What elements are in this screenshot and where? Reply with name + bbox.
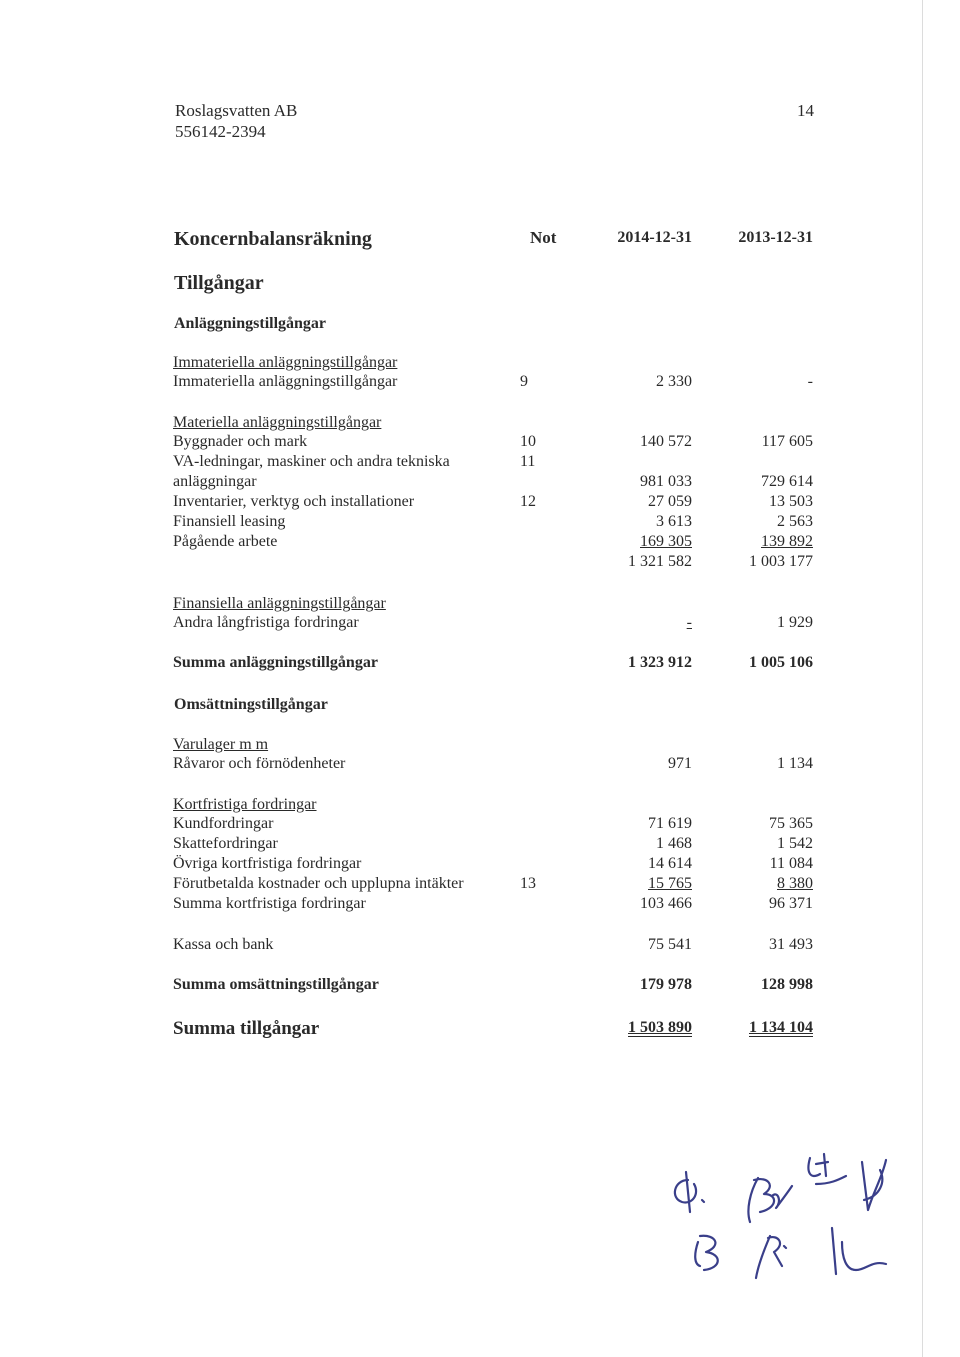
row-current-value: 971 <box>668 755 692 772</box>
signature-initial-3 <box>808 1154 846 1184</box>
column-header-previous: 2013-12-31 <box>738 229 813 246</box>
column-header-current: 2014-12-31 <box>617 229 692 246</box>
row-label: Kundfordringar <box>173 815 274 832</box>
table-row <box>0 373 960 393</box>
signature-initial-2 <box>748 1178 792 1222</box>
row-current-value: 169 305 <box>640 533 692 550</box>
row-label: Skattefordringar <box>173 835 278 852</box>
row-label: Övriga kortfristiga fordringar <box>173 855 362 872</box>
cash-previous: 31 493 <box>769 936 813 953</box>
table-row <box>0 875 960 895</box>
current-assets-sum-label: Summa omsättningstillgångar <box>173 976 379 993</box>
table-row <box>0 493 960 513</box>
table-row <box>0 835 960 855</box>
page-number: 14 <box>797 101 814 120</box>
tangible-total-current: 1 321 582 <box>628 553 692 570</box>
row-label: Råvaror och förnödenheter <box>173 755 346 772</box>
row-previous-value: 1 542 <box>777 835 813 852</box>
cash-current: 75 541 <box>648 936 692 953</box>
sum-row <box>0 654 960 674</box>
row-label: Inventarier, verktyg och installationer <box>173 493 415 510</box>
row-previous-value: 11 084 <box>769 855 813 872</box>
row-note: 13 <box>520 875 536 892</box>
row-previous-value: 1 929 <box>777 614 813 631</box>
total-row <box>0 1018 960 1042</box>
row-previous-value: 117 605 <box>761 433 813 450</box>
current-assets-sum-previous: 128 998 <box>761 976 813 993</box>
subtotal-row <box>0 895 960 915</box>
company-name: Roslagsvatten AB <box>175 101 298 120</box>
row-previous-value: 75 365 <box>769 815 813 832</box>
row-note: 10 <box>520 433 536 450</box>
table-row <box>0 855 960 875</box>
current-assets-sum-current: 179 978 <box>640 976 692 993</box>
tangible-assets-subtitle: Materiella anläggningstillgångar <box>173 414 382 431</box>
receivables-sum-previous: 96 371 <box>769 895 813 912</box>
subtotal-row <box>0 553 960 573</box>
row-label: Finansiell leasing <box>173 513 286 530</box>
tangible-total-previous: 1 003 177 <box>749 553 813 570</box>
fixed-assets-sum-current: 1 323 912 <box>628 654 692 671</box>
org-number: 556142-2394 <box>175 122 266 141</box>
receivables-sum-current: 103 466 <box>640 895 692 912</box>
signature-initial-5 <box>695 1236 718 1270</box>
row-previous-value: 13 503 <box>769 493 813 510</box>
financial-assets-subtitle: Finansiella anläggningstillgångar <box>173 595 386 612</box>
table-row <box>0 533 960 553</box>
row-label: Andra långfristiga fordringar <box>173 614 359 631</box>
fixed-assets-sum-previous: 1 005 106 <box>749 654 813 671</box>
row-label: VA-ledningar, maskiner och andra tekniska <box>173 453 450 470</box>
row-current-value: 1 468 <box>656 835 692 852</box>
row-previous-value: 729 614 <box>761 473 813 490</box>
table-row <box>0 433 960 453</box>
row-current-value: 2 330 <box>656 373 692 390</box>
row-current-value: 981 033 <box>640 473 692 490</box>
inventory-subtitle: Varulager m m <box>173 736 269 753</box>
signature-initial-1 <box>675 1172 704 1212</box>
total-assets-previous: 1 134 104 <box>749 1019 813 1036</box>
row-previous-value: 2 563 <box>777 513 813 530</box>
table-row <box>0 473 960 493</box>
table-row <box>0 755 960 775</box>
fixed-assets-title: Anläggningstillgångar <box>174 315 327 332</box>
table-row <box>0 513 960 533</box>
row-label: Byggnader och mark <box>173 433 308 450</box>
row-previous-value: - <box>807 373 813 390</box>
row-current-value: 140 572 <box>640 433 692 450</box>
row-previous-value: 8 380 <box>777 875 813 892</box>
total-assets-current: 1 503 890 <box>628 1019 692 1036</box>
row-note: 12 <box>520 493 536 510</box>
column-header-note: Not <box>530 228 557 247</box>
fixed-assets-sum-label: Summa anläggningstillgångar <box>173 654 378 671</box>
row-current-value: 15 765 <box>648 875 692 892</box>
statement-title: Koncernbalansräkning <box>174 228 372 250</box>
row-previous-value: 1 134 <box>777 755 813 772</box>
row-label: anläggningar <box>173 473 257 490</box>
row-label: Förutbetalda kostnader och upplupna intäkter <box>173 875 464 892</box>
row-note: 11 <box>520 453 536 470</box>
row-previous-value: 139 892 <box>761 533 813 550</box>
cash-label: Kassa och bank <box>173 936 274 953</box>
total-assets-label: Summa tillgångar <box>173 1018 320 1039</box>
table-row <box>0 614 960 634</box>
receivables-subtitle: Kortfristiga fordringar <box>173 796 317 813</box>
table-row <box>0 453 960 473</box>
row-current-value: - <box>686 614 692 631</box>
signature-initial-7 <box>832 1228 886 1274</box>
table-row <box>0 815 960 835</box>
row-label: Immateriella anläggningstillgångar <box>173 373 398 390</box>
page-edge-line <box>922 0 923 1357</box>
signature-initial-6 <box>756 1236 786 1278</box>
current-assets-title: Omsättningstillgångar <box>174 696 328 713</box>
row-current-value: 3 613 <box>656 513 692 530</box>
signatures <box>660 1150 910 1290</box>
row-label: Pågående arbete <box>173 533 278 550</box>
sum-row <box>0 976 960 996</box>
row-current-value: 71 619 <box>648 815 692 832</box>
section-title-assets: Tillgångar <box>174 272 264 294</box>
table-row <box>0 936 960 956</box>
row-current-value: 27 059 <box>648 493 692 510</box>
row-current-value: 14 614 <box>648 855 692 872</box>
receivables-sum-label: Summa kortfristiga fordringar <box>173 895 366 912</box>
intangible-assets-subtitle: Immateriella anläggningstillgångar <box>173 354 398 371</box>
row-note: 9 <box>520 373 528 390</box>
signature-initial-4 <box>862 1160 886 1210</box>
